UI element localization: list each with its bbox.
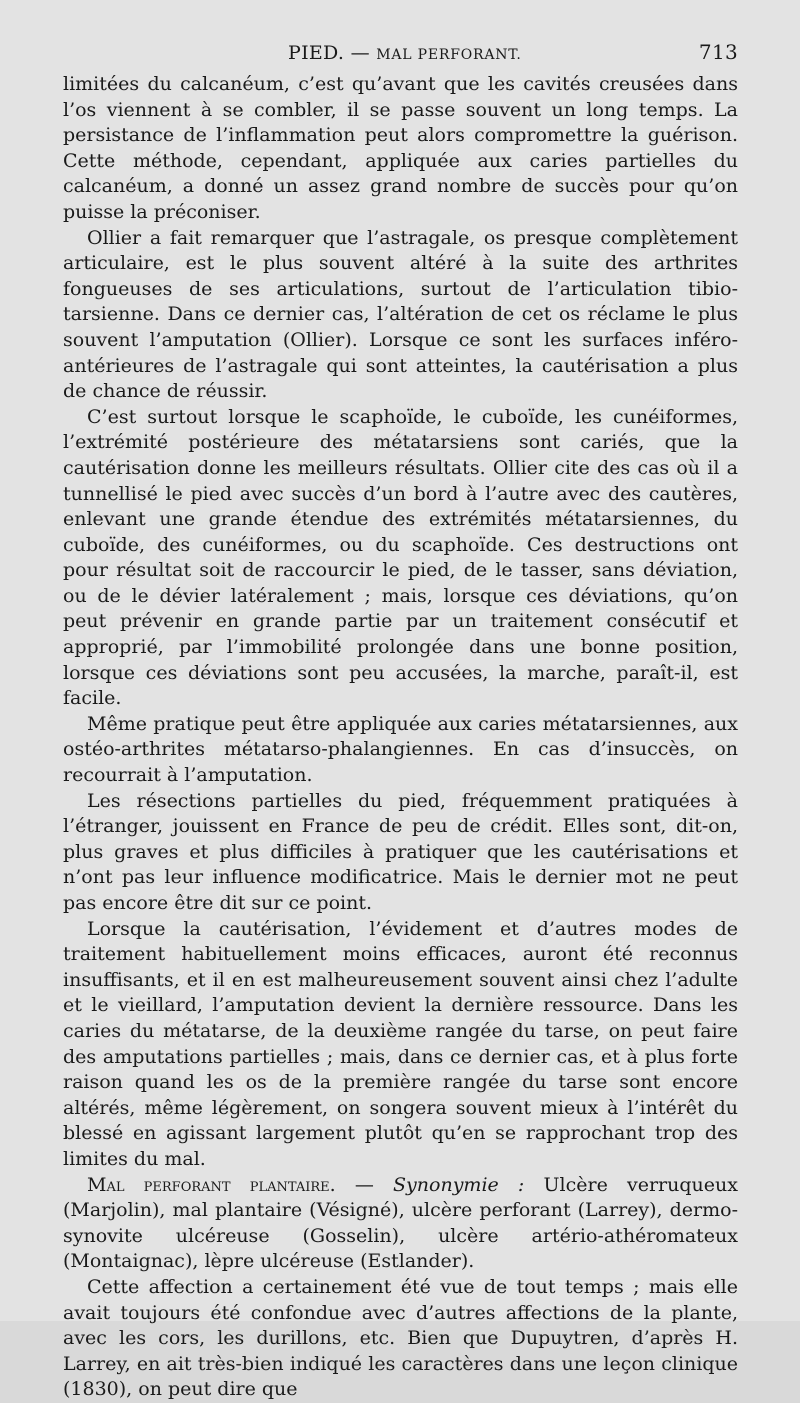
paragraph-caries-metatarsiennes: Même pratique peut être appliquée aux caries métatarsiennes, aux ostéo-arthrites métatarso-phalangiennes. En cas d’insuccès, on recourrait à l’amputation. [63,712,738,787]
section-mal-perforant [63,1173,738,1275]
paragraph-scaphoide: C’est surtout lorsque le scaphoïde, le cuboïde, les cunéiformes, l’extrémité postérieure des métatarsiens sont cariés, que la cautérisation donne les meilleurs résultats. Ollier cite des cas où il a tunnellisé le pied avec succès d’un bord à l’autre avec des cautères, enlevant une grande étendue des extrémités métatarsiennes, du cuboïde, des cunéiformes, ou du scaphoïde. Ces destructions ont pour résultat soit de raccourcir le pied, de le tasser, sans déviation, ou de le dévier latéralement ; mais, lorsque ces déviations, qu’on peut prévenir en grande partie par un traitement consécutif et approprié, par l’immobilité prolongée dans une bonne position, lorsque ces déviations sont peu accusées, la marche, paraît-il, est facile. [63,405,738,710]
paragraph-amputation: Lorsque la cautérisation, l’évidement et d’autres modes de traitement habituellement moins efficaces, auront été reconnus insuffisants, et il en est malheureusement souvent ainsi chez l’adulte et le vieillard, l’amputation devient la dernière ressource. Dans les caries du métatarse, de la deuxième rangée du tarse, on peut faire des amputations partielles ; mais, dans ce dernier cas, et à plus forte raison quand les os de la première rangée du tarse sont encore altérés, même légèrement, on songera souvent mieux à l’intérêt du blessé en agissant largement plutôt qu’en se rapprochant trop des limites du mal. [63,917,738,1170]
synonymy-text: Ulcère verruqueux (Marjolin), mal plantaire (Vésigné), ulcère perforant (Larrey), dermo-synovite ulcéreuse (Gosselin), ulcère artério-athéromateux (Montaignac), lèpre ulcéreuse (Estlander). [63,1173,738,1273]
section-heading: Mal perforant plantaire. [87,1173,336,1196]
paragraph-continuation: limitées du calcanéum, c’est qu’avant que les cavités creusées dans l’os viennent à se combler, il se passe souvent un long temps. La persistance de l’inflammation peut alors compromettre la guérison. Cette méthode, cependant, appliquée aux caries partielles du calcanéum, a donné un assez grand nombre de succès pour qu’on puisse la préconiser. [63,73,738,223]
running-head [63,40,738,72]
synonymy-label: Synonymie : [393,1173,525,1196]
page-number: 713 [698,40,738,64]
paragraph-astragale: Ollier a fait remarquer que l’astragale, os presque complètement articulaire, est le plus souvent altéré à la suite des arthrites fongueuses de ses articulations, surtout de l’articulation tibio-tarsienne. Dans ce dernier cas, l’altération de cet os réclame le plus souvent l’amputation (Ollier). Lorsque ce sont les surfaces inféro-antérieures de l’astragale qui sont atteintes, la cautérisation a plus de chance de réussir. [63,226,738,403]
running-title-smallcaps: MAL PERFORANT. [376,47,522,63]
running-title [288,42,522,64]
section-dash: — [335,1173,394,1196]
paragraph-affection: Cette affection a certainement été vue de tout temps ; mais elle avait toujours été confondue avec d’autres affections de la plante, avec les cors, les durillons, etc. Bien que Dupuytren, d’après H. Larrey, en ait très-bien indiqué les caractères dans une leçon clinique (1830), on peut dire que [63,1275,738,1401]
paragraph-resections: Les résections partielles du pied, fréquemment pratiquées à l’étranger, jouissent en France de peu de crédit. Elles sont, dit-on, plus graves et plus difficiles à pratiquer que les cautérisations et n’ont pas leur influence modificatrice. Mais le dernier mot ne peut pas encore être dit sur ce point. [63,789,738,914]
body-text [63,72,738,1403]
running-title-main: PIED. — [288,42,377,64]
